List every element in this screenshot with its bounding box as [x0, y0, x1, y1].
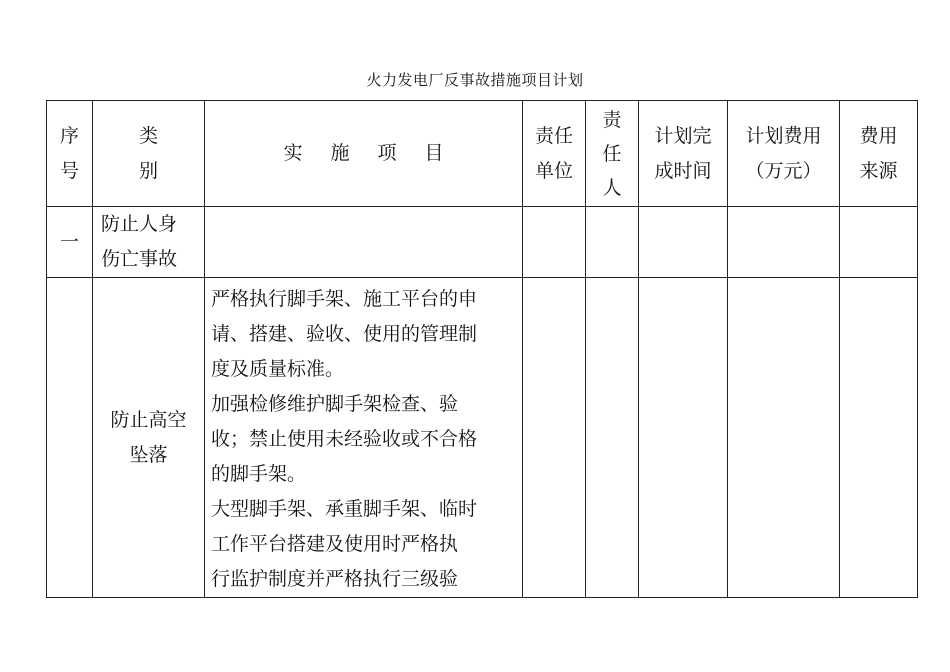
row-source — [840, 278, 918, 598]
measure-line: 行监护制度并严格执行三级验 — [211, 568, 459, 590]
row-time — [639, 207, 728, 278]
row-cost — [728, 207, 840, 278]
header-category-line1: 类 — [138, 124, 158, 147]
row-project — [205, 278, 523, 598]
header-source-line1: 费用 — [859, 124, 898, 147]
header-source — [840, 101, 918, 207]
header-person — [586, 101, 639, 207]
row-category — [93, 207, 205, 278]
row-cost — [728, 278, 840, 598]
row-time — [639, 278, 728, 598]
header-unit-line2: 单位 — [534, 159, 573, 182]
row-seq — [47, 278, 93, 598]
header-project-label: 实施项目 — [283, 142, 472, 164]
measure-line: 的脚手架。 — [211, 463, 307, 485]
row-source — [840, 207, 918, 278]
header-seq-line1: 序 — [59, 124, 79, 147]
header-source-line2: 来源 — [859, 159, 898, 182]
header-seq — [47, 101, 93, 207]
header-cost-line1: 计划费用 — [745, 124, 822, 147]
table-row — [47, 207, 918, 278]
category-line: 防止人身 — [101, 213, 178, 235]
measure-line: 度及质量标准。 — [211, 358, 345, 380]
header-category-line2: 别 — [138, 159, 158, 182]
measure-line: 请、搭建、验收、使用的管理制 — [211, 323, 478, 345]
row-category — [93, 278, 205, 598]
row-unit — [523, 207, 586, 278]
header-row — [47, 101, 918, 207]
header-person-line3: 人 — [602, 176, 622, 199]
header-category — [93, 101, 205, 207]
header-cost — [728, 101, 840, 207]
measure-line: 工作平台搭建及使用时严格执 — [211, 533, 459, 555]
header-unit-line1: 责任 — [534, 124, 573, 147]
table-row — [47, 278, 918, 598]
measure-line: 收；禁止使用未经验收或不合格 — [211, 428, 478, 450]
header-project — [205, 101, 523, 207]
row-project — [205, 207, 523, 278]
header-seq-line2: 号 — [59, 159, 79, 182]
header-unit — [523, 101, 586, 207]
measures-plan-table — [46, 100, 918, 598]
header-time — [639, 101, 728, 207]
measure-line: 加强检修维护脚手架检查、验 — [211, 393, 459, 415]
row-person — [586, 278, 639, 598]
row-unit — [523, 278, 586, 598]
header-person-line1: 责 — [602, 108, 622, 131]
header-cost-line2: （万元） — [745, 159, 822, 182]
header-time-line2: 成时间 — [654, 159, 712, 182]
category-line: 伤亡事故 — [101, 248, 178, 270]
measure-line: 严格执行脚手架、施工平台的申 — [211, 288, 478, 310]
measure-line: 大型脚手架、承重脚手架、临时 — [211, 498, 478, 520]
row-person — [586, 207, 639, 278]
row-seq: 一 — [47, 207, 93, 278]
category-line: 防止高空 — [110, 408, 187, 431]
category-line: 坠落 — [129, 443, 168, 466]
document-title: 火力发电厂反事故措施项目计划 — [366, 71, 584, 89]
header-time-line1: 计划完 — [654, 124, 712, 147]
header-person-line2: 任 — [602, 142, 622, 165]
